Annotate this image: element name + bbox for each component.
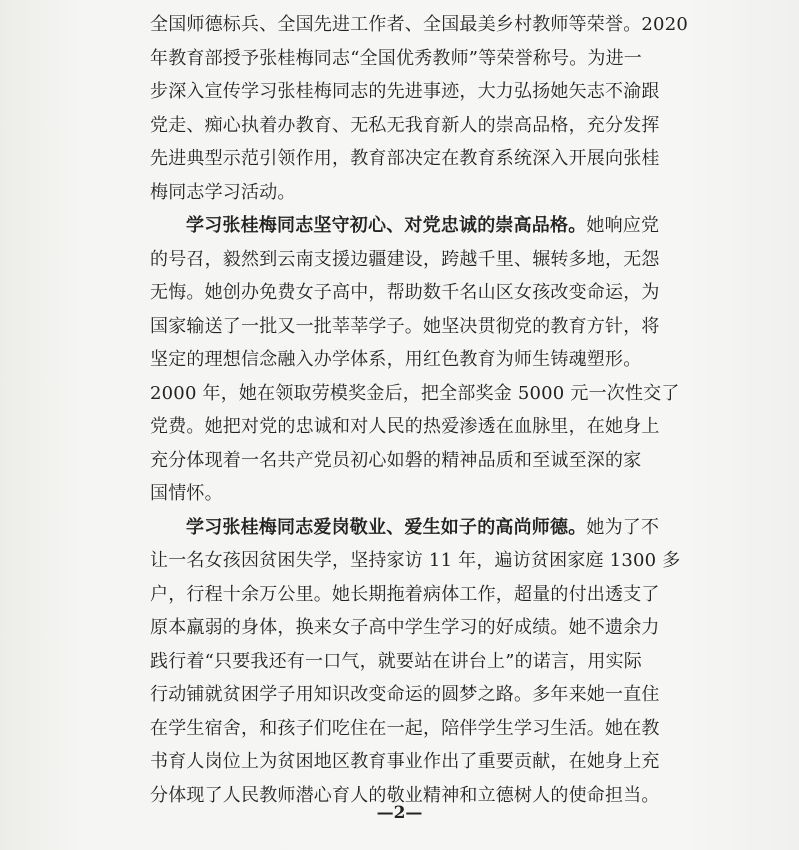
text-fragment: 她响应党 bbox=[586, 215, 660, 236]
paragraph-first-line bbox=[150, 511, 672, 545]
text-line: 先进典型示范引领作用，教育部决定在教育系统深入开展向张桂 bbox=[150, 148, 660, 169]
text-line: 书育人岗位上为贫困地区教育事业作出了重要贡献，在她身上充 bbox=[150, 751, 660, 772]
text-line: 党走、痴心执着办教育、无私无我育新人的崇高品格，充分发挥 bbox=[150, 114, 660, 136]
text-line: 全国师德标兵、全国先进工作者、全国最美乡村教师等荣誉。2020 bbox=[150, 14, 689, 35]
body-text bbox=[150, 8, 689, 812]
text-line: 原本羸弱的身体，换来女子高中学生学习的好成绩。她不遗余力 bbox=[150, 617, 660, 638]
text-fragment: 她为了不 bbox=[586, 516, 660, 538]
text-line: 坚定的理想信念融入办学体系，用红色教育为师生铸魂塑形。 bbox=[150, 349, 642, 370]
text-line: 的号召，毅然到云南支援边疆建设，跨越千里、辗转多地，无怨 bbox=[150, 248, 660, 270]
text-line: 让一名女孩因贫困失学，坚持家访 11 年，遍访贫困家庭 1300 多 bbox=[150, 550, 681, 571]
text-line: 国家输送了一批又一批莘莘学子。她坚决贯彻党的教育方针，将 bbox=[150, 315, 660, 337]
paragraph-3 bbox=[150, 511, 681, 813]
text-line: 在学生宿舍，和孩子们吃住在一起，陪伴学生学习生活。她在教 bbox=[150, 717, 660, 739]
text-line: 党费。她把对党的忠诚和对人民的热爱渗透在血脉里，在她身上 bbox=[150, 416, 660, 437]
text-line: 充分体现着一名共产党员初心如磐的精神品质和至诚至深的家 bbox=[150, 449, 642, 471]
text-line: 梅同志学习活动。 bbox=[150, 181, 296, 203]
text-line: 户，行程十余万公里。她长期拖着病体工作，超量的付出透支了 bbox=[150, 583, 660, 605]
text-line: 行动铺就贫困学子用知识改变命运的圆梦之路。多年来她一直住 bbox=[150, 684, 660, 705]
paragraph-2 bbox=[150, 209, 680, 511]
text-line: 无悔。她创办免费女子高中，帮助数千名山区女孩改变命运，为 bbox=[150, 282, 660, 303]
page-number: —2— bbox=[376, 803, 423, 823]
paragraph-first-line bbox=[150, 209, 672, 243]
paragraph-1 bbox=[150, 8, 689, 209]
paragraph-heading: 学习张桂梅同志爱岗敬业、爱生如子的高尚师德。 bbox=[186, 516, 587, 538]
paragraph-heading: 学习张桂梅同志坚守初心、对党忠诚的崇高品格。 bbox=[186, 215, 587, 236]
text-line: 践行着“只要我还有一口气，就要站在讲台上”的诺言，用实际 bbox=[150, 650, 643, 672]
text-line: 国情怀。 bbox=[150, 483, 223, 504]
text-line: 年教育部授予张桂梅同志“全国优秀教师”等荣誉称号。为进一 bbox=[150, 47, 643, 69]
text-line: 步深入宣传学习张桂梅同志的先进事迹，大力弘扬她矢志不渝跟 bbox=[150, 81, 660, 102]
text-line: 分体现了人民教师潜心育人的敬业精神和立德树人的使命担当。 bbox=[150, 784, 660, 806]
text-line: 2000 年，她在领取劳模奖金后，把全部奖金 5000 元一次性交了 bbox=[150, 382, 680, 404]
